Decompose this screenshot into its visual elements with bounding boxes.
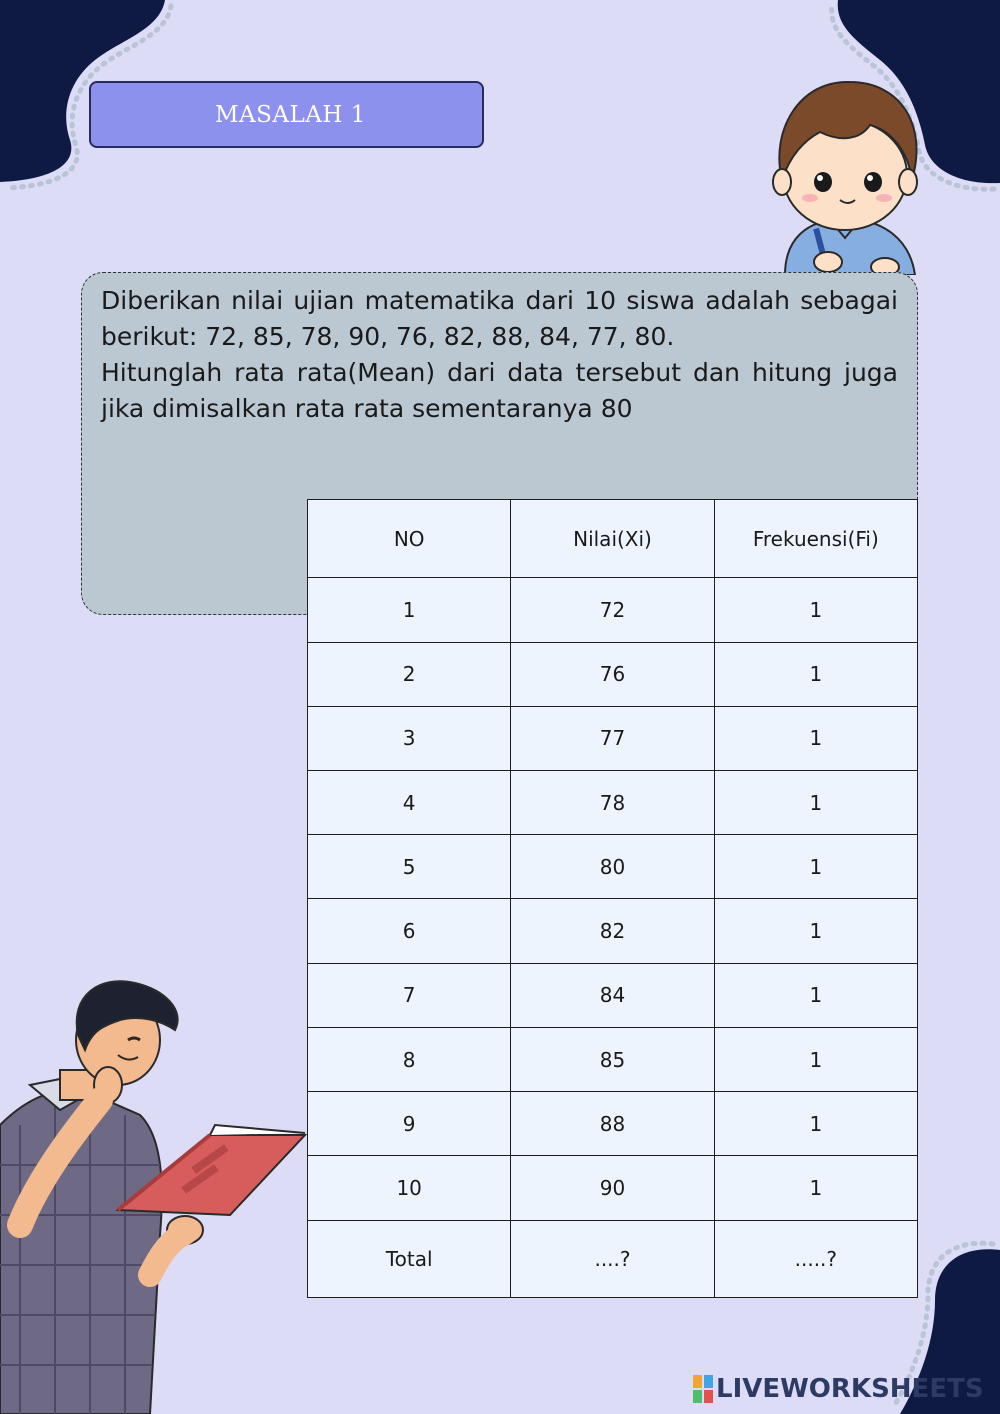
page-title: MASALAH 1 xyxy=(215,101,366,128)
table-row xyxy=(308,835,918,899)
cell-frekuensi: 1 xyxy=(714,835,917,899)
cell-frekuensi: 1 xyxy=(714,642,917,706)
watermark xyxy=(693,1373,984,1405)
problem-text-1: Diberikan nilai ujian matematika dari 10 siswa adalah sebagai berikut: 72, 85, 78, 90, 76, 82, 88, 84, 77, 80. xyxy=(101,286,898,351)
cell-nilai: 82 xyxy=(511,899,714,963)
cell-no: 4 xyxy=(308,770,511,834)
cell-nilai: 90 xyxy=(511,1156,714,1220)
cell-frekuensi: 1 xyxy=(714,770,917,834)
cell-nilai: 84 xyxy=(511,963,714,1027)
table-row xyxy=(308,963,918,1027)
total-frekuensi-answer[interactable]: .....? xyxy=(714,1220,917,1297)
table-header-row xyxy=(308,500,918,578)
cell-no: 9 xyxy=(308,1092,511,1156)
table-row xyxy=(308,578,918,642)
cell-no: 6 xyxy=(308,899,511,963)
table-row xyxy=(308,1156,918,1220)
cell-nilai: 76 xyxy=(511,642,714,706)
cell-frekuensi: 1 xyxy=(714,578,917,642)
problem-text-2: Hitunglah rata rata(Mean) dari data tersebut dan hitung juga jika dimisalkan rata rata sementaranya 80 xyxy=(101,358,898,423)
cell-no: 10 xyxy=(308,1156,511,1220)
cell-nilai: 78 xyxy=(511,770,714,834)
cell-frekuensi: 1 xyxy=(714,1027,917,1091)
total-label: Total xyxy=(308,1220,511,1297)
cell-nilai: 88 xyxy=(511,1092,714,1156)
data-table-container xyxy=(307,499,918,1298)
man-reading-book-illustration xyxy=(0,975,310,1414)
watermark-text: LIVEWORKSHEETS xyxy=(716,1374,984,1404)
title-box xyxy=(89,81,484,148)
table-total-row xyxy=(308,1220,918,1297)
header-frekuensi: Frekuensi(Fi) xyxy=(714,500,917,578)
liveworksheets-logo-icon xyxy=(693,1375,713,1403)
cell-nilai: 77 xyxy=(511,706,714,770)
cell-frekuensi: 1 xyxy=(714,1092,917,1156)
cell-frekuensi: 1 xyxy=(714,963,917,1027)
cell-no: 2 xyxy=(308,642,511,706)
data-table xyxy=(307,499,918,1298)
table-row xyxy=(308,899,918,963)
cell-no: 7 xyxy=(308,963,511,1027)
table-row xyxy=(308,1027,918,1091)
header-no: NO xyxy=(308,500,511,578)
cell-nilai: 85 xyxy=(511,1027,714,1091)
cell-no: 3 xyxy=(308,706,511,770)
header-nilai: Nilai(Xi) xyxy=(511,500,714,578)
table-row xyxy=(308,1092,918,1156)
boy-writing-illustration xyxy=(760,70,930,275)
cell-nilai: 72 xyxy=(511,578,714,642)
cell-frekuensi: 1 xyxy=(714,899,917,963)
cell-frekuensi: 1 xyxy=(714,1156,917,1220)
cell-no: 1 xyxy=(308,578,511,642)
table-row xyxy=(308,770,918,834)
cell-frekuensi: 1 xyxy=(714,706,917,770)
total-nilai-answer[interactable]: ....? xyxy=(511,1220,714,1297)
table-row xyxy=(308,642,918,706)
cell-no: 5 xyxy=(308,835,511,899)
table-row xyxy=(308,706,918,770)
cell-no: 8 xyxy=(308,1027,511,1091)
cell-nilai: 80 xyxy=(511,835,714,899)
